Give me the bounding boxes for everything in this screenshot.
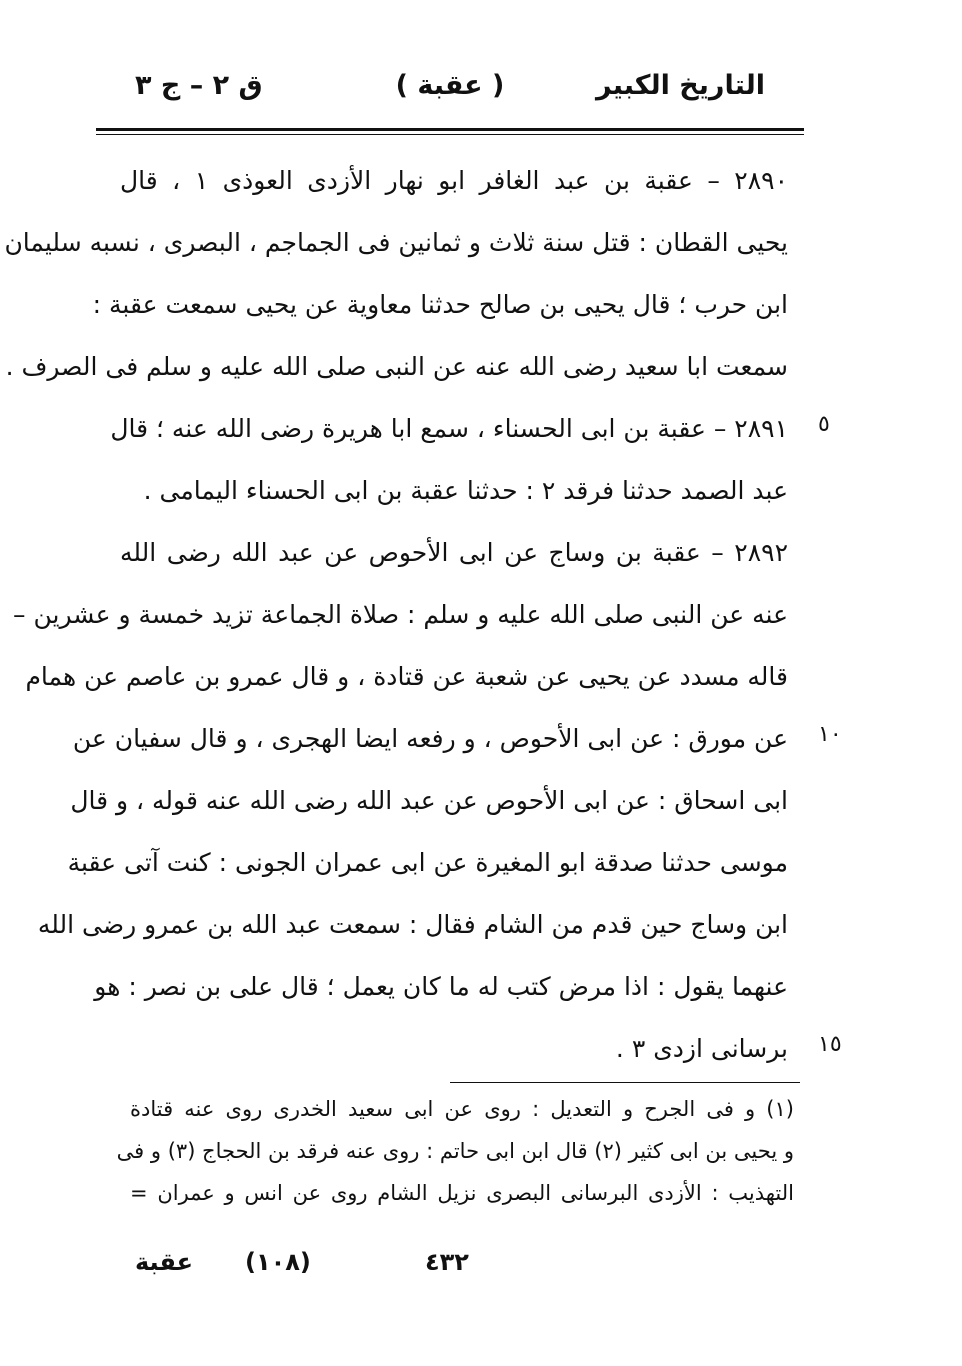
page-footer [130, 1248, 550, 1288]
text-line: قاله مسدد عن يحيى عن شعبة عن قتادة ، و قال عمرو بن عاصم عن همام [25, 662, 788, 691]
text-line: ابن وساج حين قدم من الشام فقال : سمعت عبد الله بن عمرو رضى الله [37, 910, 788, 939]
text-line: يحيى القطان : قتل سنة ثلاث و ثمانين فى الجماجم ، البصرى ، نسبه سليمان [4, 228, 788, 257]
entry-heading: ( عقبة ) [395, 70, 505, 101]
footnotes [116, 1088, 794, 1214]
line-number-10: ١٠ [818, 722, 842, 747]
section-catchword: عقبة [135, 1248, 194, 1276]
text-line: ابن حرب ؛ قال يحيى بن صالح حدثنا معاوية عن يحيى سمعت عقبة : [92, 290, 788, 319]
text-line: ابى اسحاق : عن ابى الأحوص عن عبد الله رضى الله عنه قوله ، و قال [70, 786, 788, 815]
text-line: ٢٨٩١ – عقبة بن ابى الحسناء ، سمع ابا هريرة رضى الله عنه ؛ قال [110, 414, 788, 443]
volume-reference: ق ٢ – ج ٣ [135, 70, 263, 101]
footnote-line: و يحيى بن ابى كثير (٢) قال ابن ابى حاتم : روى عنه فرقد بن الحجاج (٣) و فى [116, 1139, 794, 1163]
text-line: ٢٨٩٠ – عقبة بن عبد الغافر ابو نهار الأزدى العوذى ١ ، قال [120, 166, 788, 195]
page-number: ٤٣٢ [425, 1248, 469, 1276]
main-text [4, 150, 788, 1080]
text-line: ٢٨٩٢ – عقبة بن وساج عن ابى الأحوص عن عبد الله رضى الله [120, 538, 788, 567]
section-number: (١٠٨) [245, 1248, 311, 1276]
header-rule-thin [96, 134, 804, 135]
line-number-15: ١٥ [818, 1032, 842, 1057]
text-line: برسانى ازدى ٣ . [615, 1034, 788, 1063]
text-line: سمعت ابا سعيد رضى الله عنه عن النبى صلى الله عليه و سلم فى الصرف . [5, 352, 788, 381]
book-title: التاريخ الكبير [595, 70, 765, 101]
line-number-5: ٥ [818, 412, 830, 437]
footnote-line: (١) و فى الجرح و التعديل : روى عن ابى سعيد الخدرى روى عنه قتادة [130, 1097, 794, 1121]
text-line: عن مورق : عن ابى الأحوص ، و رفعه ايضا الهجرى ، و قال سفيان عن [72, 724, 788, 753]
running-header [135, 70, 765, 120]
footnote-line: التهذيب : الأزدى البرسانى البصرى نزيل الشام روى عن انس و عمران = [130, 1181, 794, 1205]
text-line: موسى حدثنا صدقة ابو المغيرة عن ابى عمران الجونى : كنت آتى عقبة [67, 848, 788, 877]
text-line: عبد الصمد حدثنا فرقد ٢ : حدثنا عقبة بن ابى الحسناء اليمامى . [143, 476, 788, 505]
header-rule-thick [96, 128, 804, 131]
text-line: عنه عن النبى صلى الله عليه و سلم : صلاة الجماعة تزيد خمسة و عشرين – [13, 600, 788, 629]
footnote-separator [450, 1082, 800, 1083]
text-line: عنهما يقول : اذا مرض كتب له ما كان يعمل ؛ قال على بن نصر : هو [94, 972, 788, 1001]
